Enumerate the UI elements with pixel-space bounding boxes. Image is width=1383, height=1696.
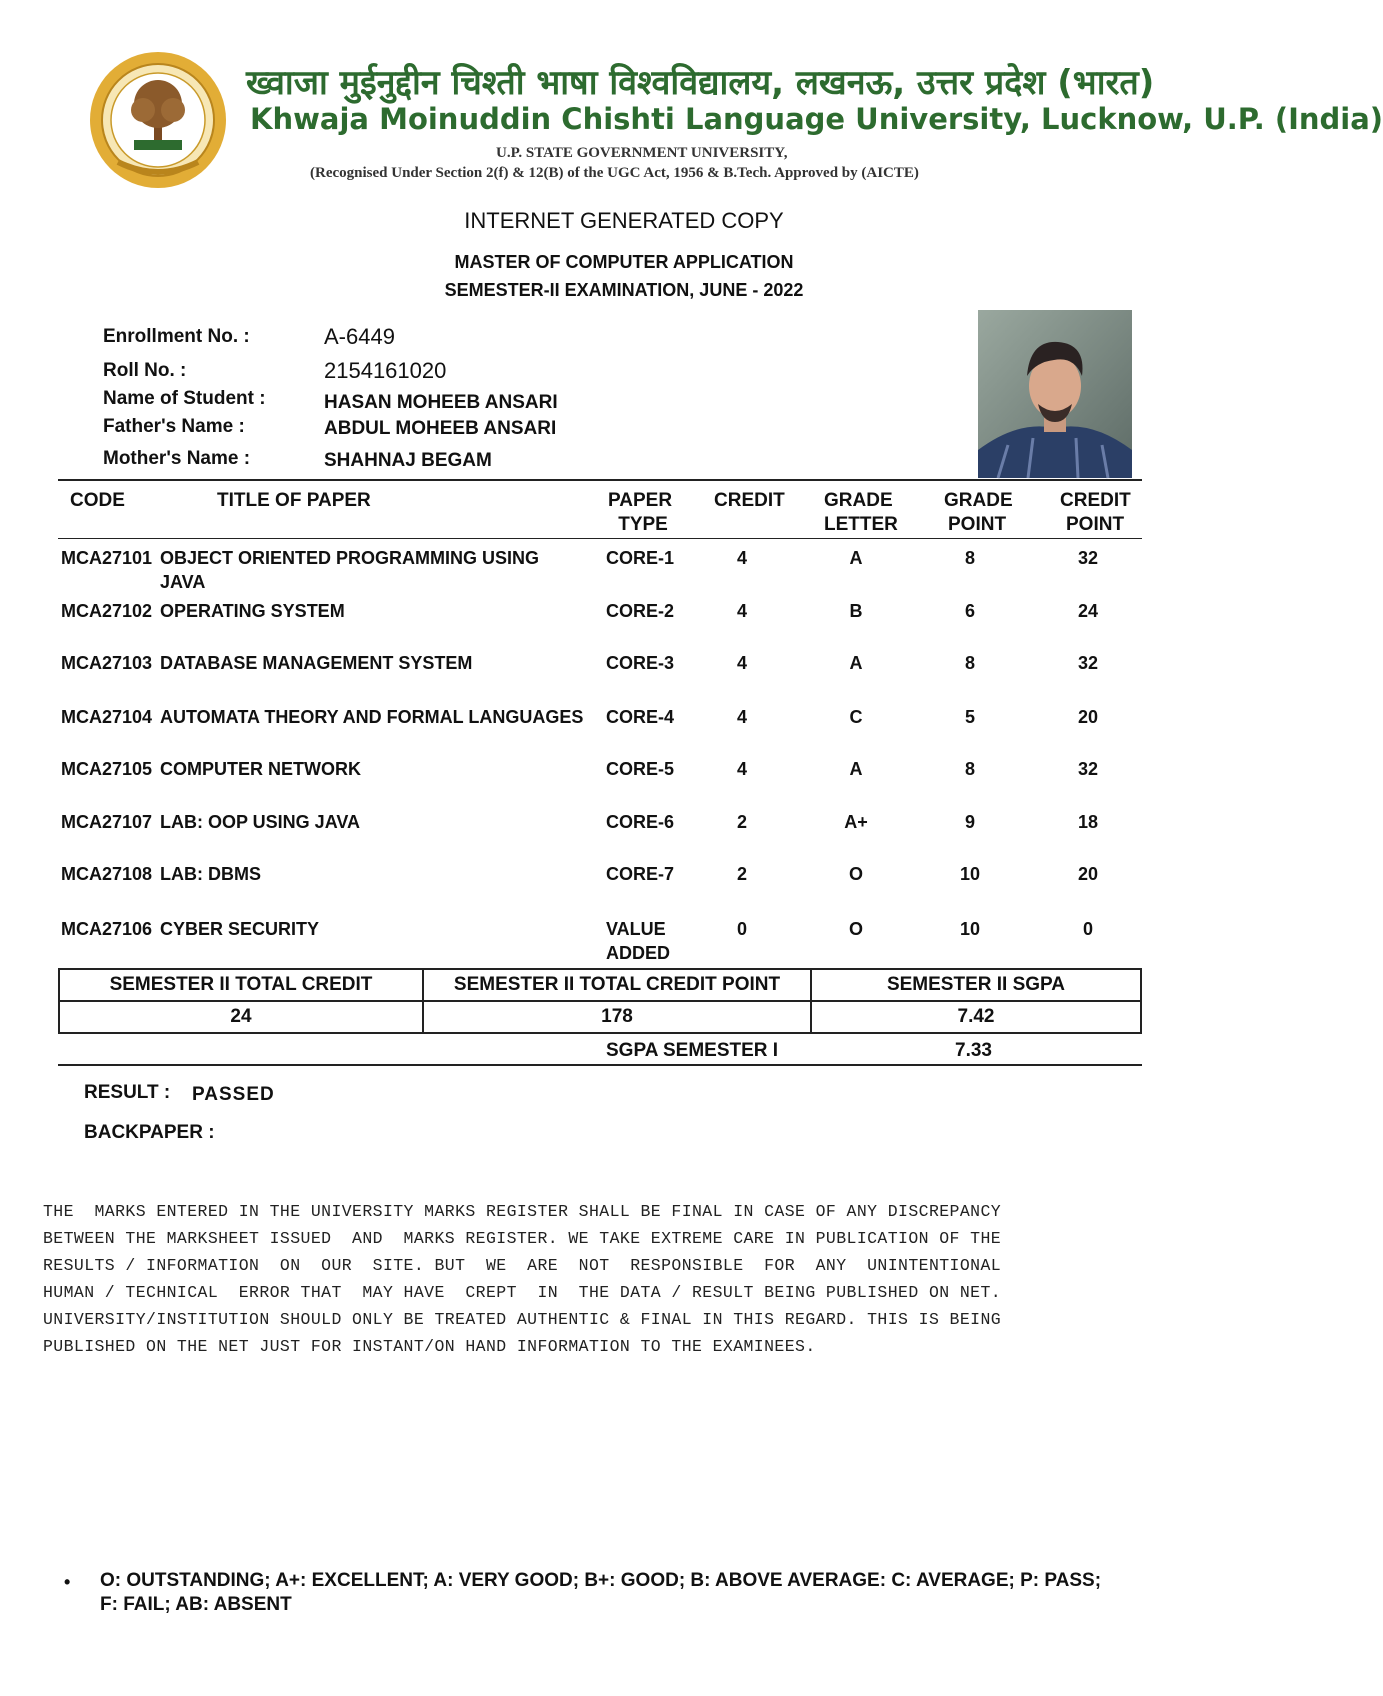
row-credit-point: 18 (1077, 812, 1099, 832)
grade-legend-line2: F: FAIL; AB: ABSENT (100, 1594, 292, 1615)
total-credit-header: SEMESTER II TOTAL CREDIT (59, 969, 423, 1001)
row-code: MCA27103 (61, 653, 153, 673)
student-photo (978, 310, 1132, 478)
university-seal-logo (88, 50, 228, 190)
roll-label: Roll No. : (103, 360, 187, 381)
total-credit-value: 24 (59, 1001, 423, 1033)
mother-name-label: Mother's Name : (103, 448, 251, 469)
row-title: LAB: DBMS (160, 864, 261, 884)
col-title: TITLE OF PAPER (217, 490, 371, 511)
father-name-label: Father's Name : (103, 416, 245, 437)
row-paper-type: CORE-4 (606, 707, 675, 727)
row-credit: 0 (736, 919, 748, 939)
govt-university-line: U.P. STATE GOVERNMENT UNIVERSITY, (496, 145, 788, 161)
row-paper-type: CORE-6 (606, 812, 675, 832)
row-grade-point: 8 (964, 759, 976, 779)
totals-bottom-rule (58, 1064, 1142, 1066)
row-grade-letter: B (849, 601, 863, 621)
row-grade-point: 8 (964, 653, 976, 673)
row-grade-letter: A (849, 759, 863, 779)
row-credit: 2 (736, 864, 748, 884)
row-credit: 4 (736, 759, 748, 779)
student-name-label: Name of Student : (103, 388, 266, 409)
row-credit-point: 20 (1077, 707, 1099, 727)
row-title: CYBER SECURITY (160, 919, 320, 939)
row-credit: 4 (736, 707, 748, 727)
row-code: MCA27108 (61, 864, 153, 884)
disclaimer-line: UNIVERSITY/INSTITUTION SHOULD ONLY BE TREATED AUTHENTIC & FINAL IN THIS REGARD. THIS IS BEING (43, 1310, 1002, 1329)
father-name-value: ABDUL MOHEEB ANSARI (324, 418, 557, 439)
total-credit-point-header: SEMESTER II TOTAL CREDIT POINT (423, 969, 811, 1001)
row-title: COMPUTER NETWORK (160, 759, 361, 779)
col-grade-letter: GRADE LETTER (824, 490, 898, 535)
table-top-rule (58, 479, 1142, 481)
disclaimer-line: RESULTS / INFORMATION ON OUR SITE. BUT WE ARE NOT RESPONSIBLE FOR ANY UNINTENTIONAL (43, 1256, 1002, 1275)
row-paper-type-continued: ADDED (606, 943, 671, 963)
sgpa-value: 7.42 (811, 1001, 1141, 1033)
row-credit-point: 32 (1077, 653, 1099, 673)
row-title: OBJECT ORIENTED PROGRAMMING USING (160, 548, 540, 568)
row-grade-letter: O (848, 919, 864, 939)
row-grade-point: 10 (959, 919, 981, 939)
row-credit: 4 (736, 653, 748, 673)
row-credit: 4 (736, 548, 748, 568)
row-paper-type: VALUE (606, 919, 666, 939)
col-grade-point: GRADE POINT (944, 490, 1013, 535)
row-grade-letter: A (849, 653, 863, 673)
row-grade-point: 6 (964, 601, 976, 621)
row-credit-point: 32 (1077, 548, 1099, 568)
disclaimer-line: PUBLISHED ON THE NET JUST FOR INSTANT/ON HAND INFORMATION TO THE EXAMINEES. (43, 1337, 816, 1356)
row-code: MCA27105 (61, 759, 153, 779)
row-title-continued: JAVA (160, 572, 206, 592)
row-grade-point: 5 (964, 707, 976, 727)
row-paper-type: CORE-3 (606, 653, 675, 673)
row-grade-letter: A+ (844, 812, 868, 832)
row-grade-point: 8 (964, 548, 976, 568)
mother-name-value: SHAHNAJ BEGAM (324, 450, 492, 471)
row-title: OPERATING SYSTEM (160, 601, 345, 621)
row-code: MCA27102 (61, 601, 153, 621)
enrollment-label: Enrollment No. : (103, 326, 250, 347)
prev-sgpa-value: 7.33 (955, 1040, 992, 1061)
row-grade-point: 9 (964, 812, 976, 832)
enrollment-value: A-6449 (324, 324, 395, 349)
row-credit-point: 24 (1077, 601, 1099, 621)
row-credit-point: 0 (1082, 919, 1094, 939)
table-header-rule (58, 538, 1142, 539)
row-credit: 2 (736, 812, 748, 832)
backpaper-label: BACKPAPER : (84, 1122, 215, 1143)
row-grade-point: 10 (959, 864, 981, 884)
grade-legend-line1: O: OUTSTANDING; A+: EXCELLENT; A: VERY GOOD; B+: GOOD; B: ABOVE AVERAGE: C: AVERAGE; P: PASS; (100, 1570, 1102, 1591)
row-title: AUTOMATA THEORY AND FORMAL LANGUAGES (160, 707, 584, 727)
row-credit: 4 (736, 601, 748, 621)
row-credit-point: 32 (1077, 759, 1099, 779)
disclaimer-line: HUMAN / TECHNICAL ERROR THAT MAY HAVE CREPT IN THE DATA / RESULT BEING PUBLISHED ON NET. (43, 1283, 1002, 1302)
student-name-value: HASAN MOHEEB ANSARI (324, 392, 558, 413)
disclaimer-line: BETWEEN THE MARKSHEET ISSUED AND MARKS REGISTER. WE TAKE EXTREME CARE IN PUBLICATION OF THE (43, 1229, 1002, 1248)
col-credit-point: CREDIT POINT (1060, 490, 1131, 535)
disclaimer-line: THE MARKS ENTERED IN THE UNIVERSITY MARKS REGISTER SHALL BE FINAL IN CASE OF ANY DISCREPANCY (43, 1202, 1002, 1221)
recognition-line: (Recognised Under Section 2(f) & 12(B) of the UGC Act, 1956 & B.Tech. Approved by (AICTE) (310, 165, 919, 181)
university-name-hindi: ख्वाजा मुईनुद्दीन चिश्ती भाषा विश्वविद्यालय, लखनऊ, उत्तर प्रदेश (भारत) (246, 63, 1155, 103)
col-credit: CREDIT (714, 490, 785, 511)
roll-value: 2154161020 (324, 358, 447, 383)
row-credit-point: 20 (1077, 864, 1099, 884)
program-name: MASTER OF COMPUTER APPLICATION (454, 252, 794, 272)
university-name-english: Khwaja Moinuddin Chishti Language University, Lucknow, U.P. (India) (250, 102, 1383, 136)
row-paper-type: CORE-5 (606, 759, 675, 779)
total-credit-point-value: 178 (423, 1001, 811, 1033)
row-grade-letter: A (849, 548, 863, 568)
row-code: MCA27106 (61, 919, 153, 939)
legend-bullet: • (64, 1572, 71, 1592)
row-code: MCA27107 (61, 812, 153, 832)
prev-sgpa-label: SGPA SEMESTER I (606, 1040, 779, 1061)
semester-totals-table (58, 968, 1142, 1034)
row-title: LAB: OOP USING JAVA (160, 812, 361, 832)
row-paper-type: CORE-1 (606, 548, 675, 568)
row-grade-letter: O (848, 864, 864, 884)
col-code: CODE (70, 490, 125, 511)
row-grade-letter: C (849, 707, 863, 727)
row-code: MCA27104 (61, 707, 153, 727)
result-value: PASSED (192, 1084, 275, 1105)
col-paper-type: PAPER TYPE (608, 490, 673, 535)
row-code: MCA27101 (61, 548, 153, 568)
row-paper-type: CORE-7 (606, 864, 675, 884)
exam-title: SEMESTER-II EXAMINATION, JUNE - 2022 (444, 280, 804, 300)
copy-label: INTERNET GENERATED COPY (464, 208, 784, 233)
row-paper-type: CORE-2 (606, 601, 675, 621)
result-label: RESULT : (84, 1082, 171, 1103)
sgpa-header: SEMESTER II SGPA (811, 969, 1141, 1001)
row-title: DATABASE MANAGEMENT SYSTEM (160, 653, 473, 673)
